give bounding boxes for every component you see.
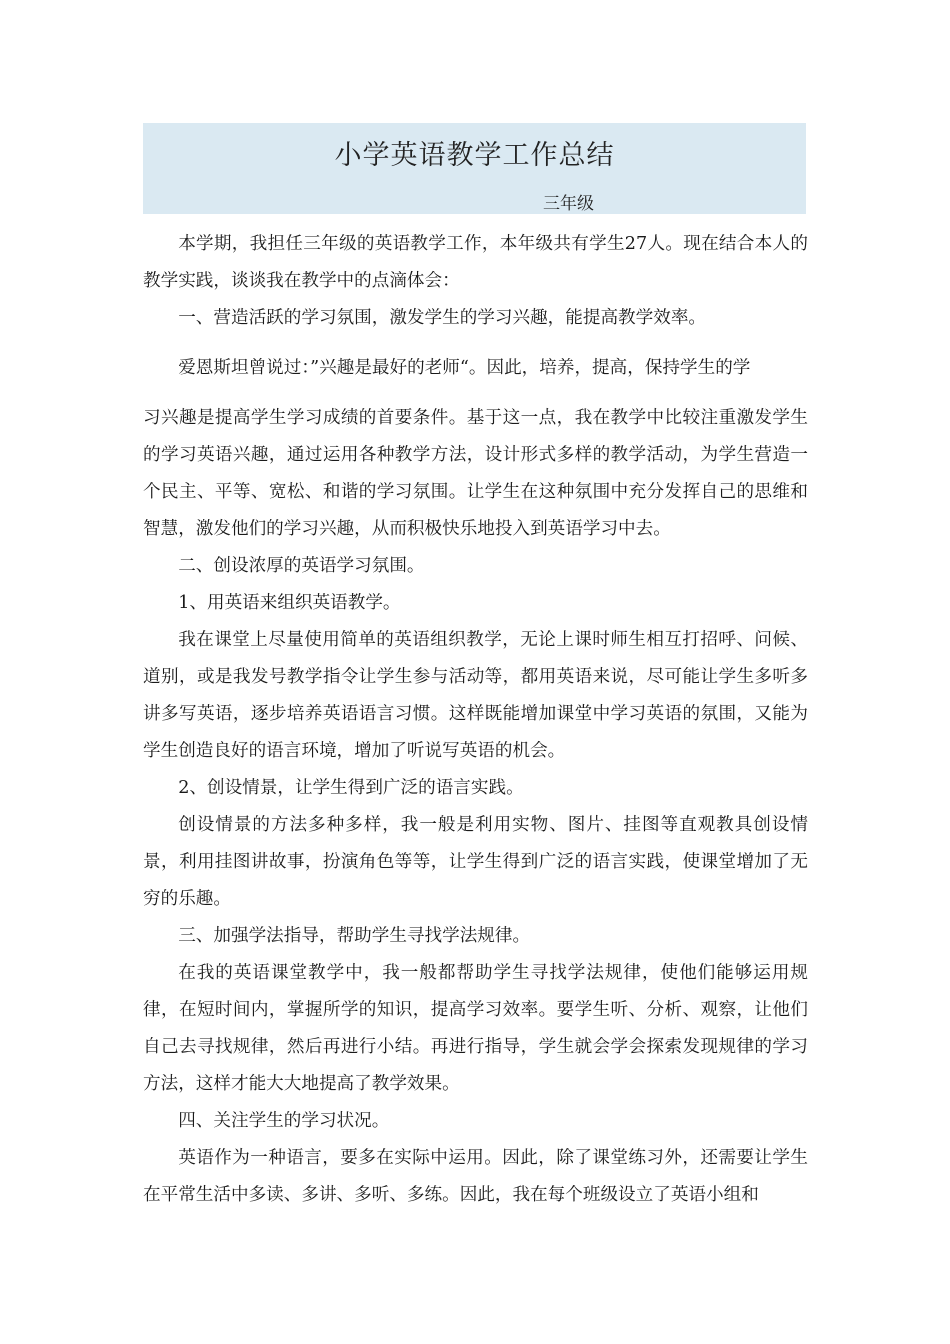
document-body [143, 226, 808, 1214]
paragraph-1-body: 习兴趣是提高学生学习成绩的首要条件。基于这一点，我在教学中比较注重激发学生的学习英语兴趣，通过运用各种教学方法，设计形式多样的教学活动，为学生营造一个民主、平等、宽松、和谐的学习氛围。让学生在这种氛围中充分发挥自己的思维和智慧，激发他们的学习兴趣，从而积极快乐地投入到英语学习中去。 [143, 408, 808, 539]
subsection-heading-1: 1、用英语来组织英语教学。 [178, 593, 401, 613]
document-title: 小学英语教学工作总结 [334, 140, 615, 171]
section-heading-4: 四、关注学生的学习状况。 [178, 1111, 390, 1131]
paragraph-2: 我在课堂上尽量使用简单的英语组织教学，无论上课时师生相互打招呼、问候、道别，或是我发号教学指令让学生参与活动等，都用英语来说，尽可能让学生多听多讲多写英语，逐步培养英语语言习惯。这样既能增加课堂中学习英语的氛围，又能为学生创造良好的语言环境，增加了听说写英语的机会。 [143, 630, 808, 761]
title-banner [143, 123, 806, 214]
subsection-heading-2: 2、创设情景，让学生得到广泛的语言实践。 [178, 778, 524, 798]
paragraph-5: 英语作为一种语言，要多在实际中运用。因此，除了课堂练习外，还需要让学生在平常生活中多读、多讲、多听、多练。因此，我在每个班级设立了英语小组和 [143, 1148, 808, 1205]
section-heading-1: 一、营造活跃的学习氛围，激发学生的学习兴趣，能提高教学效率。 [178, 308, 707, 328]
section-heading-2: 二、创设浓厚的英语学习氛围。 [178, 556, 425, 576]
paragraph-3: 创设情景的方法多种多样，我一般是利用实物、图片、挂图等直观教具创设情景，利用挂图讲故事，扮演角色等等，让学生得到广泛的语言实践，使课堂增加了无穷的乐趣。 [143, 815, 808, 909]
section-heading-3: 三、加强学法指导，帮助学生寻找学法规律。 [178, 926, 531, 946]
paragraph-4: 在我的英语课堂教学中，我一般都帮助学生寻找学法规律，使他们能够运用规律，在短时间内，掌握所学的知识，提高学习效率。要学生听、分析、观察，让他们自己去寻找规律，然后再进行小结。再进行指导，学生就会学会探索发现规律的学习方法，这样才能大大地提高了教学效果。 [143, 963, 808, 1094]
intro-paragraph: 本学期，我担任三年级的英语教学工作，本年级共有学生27人。现在结合本人的教学实践，谈谈我在教学中的点滴体会： [143, 234, 808, 291]
document-subtitle: 三年级 [543, 194, 594, 214]
paragraph-1-first-line: 爱恩斯坦曾说过：”兴趣是最好的老师“。因此，培养，提高，保持学生的学 [178, 358, 751, 378]
